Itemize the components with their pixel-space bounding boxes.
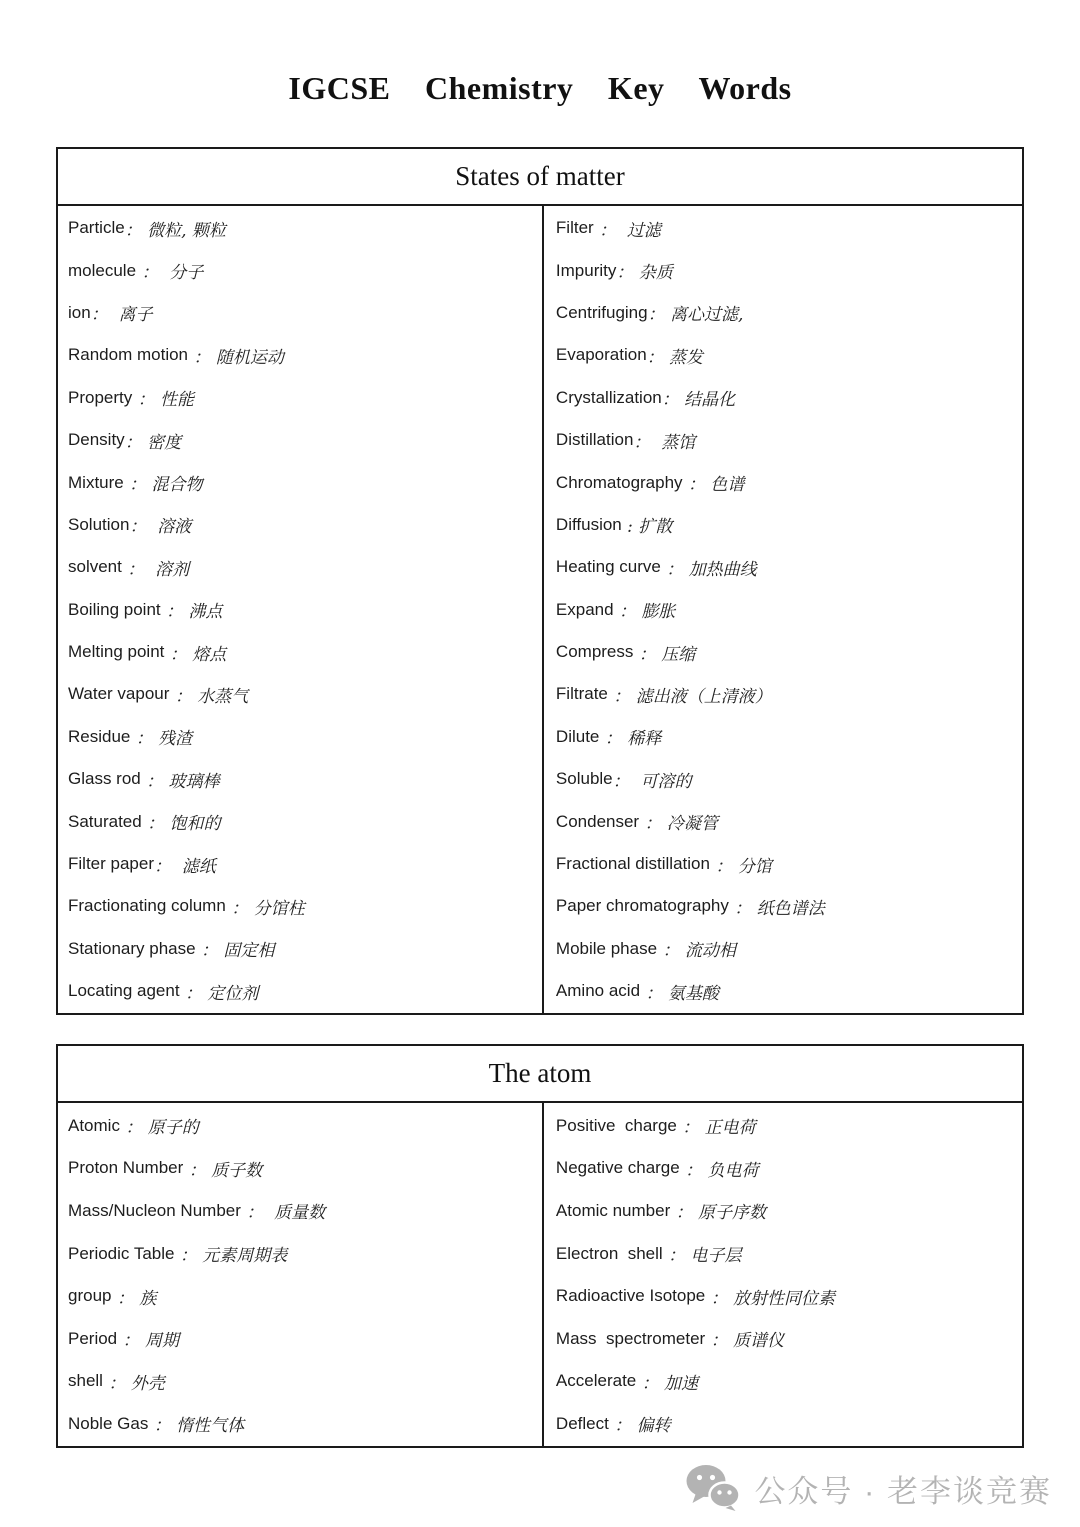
term-english: group	[68, 1286, 112, 1306]
table-column-left	[58, 1103, 542, 1446]
term-english: Saturated	[68, 811, 142, 831]
term-english: Water vapour	[68, 684, 170, 704]
term-english: Filter paper	[68, 854, 154, 874]
term-row	[68, 1275, 538, 1318]
term-english: Diffusion	[555, 514, 622, 534]
term-chinese: ： 离子	[90, 305, 153, 326]
term-row	[68, 758, 538, 800]
term-english: Random motion	[68, 345, 189, 365]
term-english: Expand	[555, 599, 614, 619]
term-chinese: ： 冷凝管	[639, 814, 718, 835]
term-row	[556, 1190, 1018, 1233]
term-row	[556, 461, 1018, 503]
term-row	[556, 928, 1018, 970]
term-chinese: ： 正电荷	[676, 1118, 756, 1139]
term-chinese: ： 混合物	[123, 475, 203, 496]
term-english: Accelerate	[555, 1371, 637, 1391]
term-row	[68, 673, 538, 715]
term-chinese: ： 结晶化	[661, 390, 736, 411]
term-chinese: ： 分馆柱	[225, 898, 305, 919]
term-english: Distillation	[555, 430, 634, 450]
term-row	[556, 292, 1018, 334]
term-chinese: ： 溶液	[129, 517, 192, 538]
term-chinese: ： 元素周期表	[174, 1246, 288, 1266]
term-chinese: ： 色谱	[682, 475, 745, 496]
term-chinese: ： 滤出液（上清液）	[607, 686, 772, 707]
term-row	[556, 1275, 1018, 1318]
term-english: Noble Gas	[68, 1413, 149, 1433]
term-row	[556, 1403, 1018, 1446]
term-english: Mixture	[68, 472, 124, 492]
term-row	[68, 1232, 538, 1275]
watermark	[686, 1464, 1052, 1512]
term-row	[68, 928, 538, 970]
term-row	[556, 1147, 1018, 1190]
term-english: Negative charge	[555, 1158, 680, 1178]
term-chinese: ： 惰性气体	[148, 1416, 245, 1437]
the-atom-table	[56, 1044, 1024, 1448]
term-english: Evaporation	[555, 345, 647, 365]
term-chinese: ： 质量数	[240, 1203, 326, 1224]
term-chinese: ： 氨基酸	[640, 983, 719, 1004]
term-row	[556, 673, 1018, 715]
term-chinese: ： 微粒, 颗粒	[124, 220, 226, 241]
term-row	[556, 1317, 1018, 1360]
term-row	[68, 504, 538, 546]
term-chinese: ： 分馆	[709, 856, 772, 877]
term-chinese: ： 流动相	[657, 941, 736, 962]
term-row	[556, 207, 1018, 249]
term-row	[68, 461, 538, 503]
term-english: shell	[68, 1371, 103, 1391]
term-english: Glass rod	[68, 769, 141, 789]
term-row	[68, 1147, 538, 1190]
term-row	[68, 1190, 538, 1233]
term-english: Proton Number	[68, 1158, 184, 1178]
term-chinese: ： 过滤	[593, 220, 661, 241]
term-chinese: ： 离心过滤,	[647, 305, 744, 326]
term-row	[556, 843, 1018, 885]
term-chinese: ： 族	[111, 1288, 157, 1309]
term-english: solvent	[68, 557, 122, 577]
term-row	[556, 758, 1018, 800]
term-english: Impurity	[555, 260, 617, 280]
term-english: Heating curve	[555, 557, 661, 577]
term-row	[556, 249, 1018, 291]
term-chinese: ： 质子数	[183, 1160, 263, 1181]
term-row	[556, 377, 1018, 419]
term-chinese: ： 随机运动	[188, 347, 284, 368]
term-english: Dilute	[555, 726, 600, 746]
term-english: Crystallization	[555, 387, 662, 407]
term-chinese: ： 压缩	[633, 644, 696, 665]
term-english: Compress	[555, 642, 634, 662]
term-english: Particle	[68, 218, 125, 238]
term-chinese: : 扩散	[621, 517, 673, 538]
term-row	[556, 1232, 1018, 1275]
term-english: Residue	[68, 726, 131, 746]
term-chinese: ： 负电荷	[679, 1160, 759, 1181]
table-title: The atom	[58, 1046, 1022, 1103]
term-english: Fractionating column	[68, 896, 226, 916]
term-chinese: ： 外壳	[102, 1373, 165, 1394]
term-row	[68, 1317, 538, 1360]
term-row	[68, 589, 538, 631]
table-body	[58, 206, 1022, 1013]
term-row	[556, 885, 1018, 927]
term-chinese: ： 放射性同位素	[705, 1288, 836, 1309]
term-english: Electron shell	[555, 1243, 663, 1263]
term-row	[556, 716, 1018, 758]
wechat-icon	[686, 1464, 740, 1512]
term-english: Locating agent	[68, 981, 180, 1001]
term-chinese: ： 蒸馆	[633, 432, 696, 453]
term-row	[556, 546, 1018, 588]
term-english: Chromatography	[555, 472, 683, 492]
term-english: molecule	[68, 260, 137, 280]
term-row	[556, 970, 1018, 1012]
term-row	[68, 631, 538, 673]
term-chinese: ： 偏转	[608, 1416, 671, 1437]
term-english: Centrifuging	[555, 302, 648, 322]
term-english: Filtrate	[555, 684, 608, 704]
term-chinese: ： 滤纸	[153, 856, 216, 877]
term-chinese: ： 加热曲线	[660, 559, 757, 580]
term-chinese: ： 残渣	[130, 729, 193, 750]
term-chinese: ： 沸点	[160, 602, 223, 623]
term-english: Positive charge	[555, 1115, 677, 1135]
term-english: Property	[68, 387, 133, 407]
term-chinese: ： 原子的	[119, 1118, 199, 1139]
term-row	[68, 377, 538, 419]
term-row	[556, 800, 1018, 842]
term-english: Condenser	[555, 811, 640, 831]
term-row	[556, 589, 1018, 631]
term-english: Boiling point	[68, 599, 161, 619]
term-row	[68, 546, 538, 588]
page-title: IGCSE Chemistry Key Words	[288, 70, 792, 106]
term-english: Period	[68, 1328, 118, 1348]
term-chinese: ： 玻璃棒	[140, 771, 220, 792]
term-chinese: ： 质谱仪	[705, 1331, 784, 1352]
term-chinese: ： 加速	[636, 1373, 699, 1394]
table-column-right	[542, 206, 1022, 1013]
term-english: Deflect	[555, 1413, 609, 1433]
term-chinese: ： 熔点	[164, 644, 227, 665]
term-english: ion	[68, 302, 91, 322]
term-row	[68, 1104, 538, 1147]
term-chinese: ： 饱和的	[141, 814, 221, 835]
term-english: Density	[68, 430, 125, 450]
table-body	[58, 1103, 1022, 1446]
term-chinese: ： 性能	[132, 390, 195, 411]
term-row	[68, 292, 538, 334]
term-english: Atomic	[68, 1115, 120, 1135]
term-english: Fractional distillation	[555, 854, 710, 874]
watermark-text: 公众号 · 老李谈竞赛	[754, 1473, 1052, 1509]
term-chinese: ： 杂质	[616, 263, 673, 284]
term-english: Atomic number	[555, 1200, 671, 1220]
term-row	[556, 419, 1018, 461]
term-chinese: ： 原子序数	[670, 1203, 767, 1224]
term-english: Stationary phase	[68, 938, 196, 958]
term-row	[68, 334, 538, 376]
term-row	[556, 504, 1018, 546]
term-row	[68, 207, 538, 249]
term-english: Solution	[68, 514, 130, 534]
term-english: Filter	[555, 218, 594, 238]
term-row	[68, 843, 538, 885]
term-chinese: ： 定位剂	[179, 983, 259, 1004]
term-chinese: ： 膨胀	[613, 602, 676, 623]
term-chinese: ： 分子	[136, 263, 204, 284]
table-column-left	[58, 206, 542, 1013]
term-english: Melting point	[68, 642, 165, 662]
term-english: Paper chromatography	[555, 896, 729, 916]
term-chinese: ： 密度	[124, 432, 182, 453]
term-row	[68, 249, 538, 291]
term-chinese: ： 蒸发	[646, 347, 704, 368]
term-english: Mass spectrometer	[555, 1328, 706, 1348]
term-chinese: ： 纸色谱法	[728, 898, 825, 919]
table-column-right	[542, 1103, 1022, 1446]
term-row	[68, 800, 538, 842]
term-chinese: ： 电子层	[662, 1246, 742, 1266]
term-english: Mobile phase	[555, 938, 658, 958]
term-english: Radioactive Isotope	[555, 1286, 706, 1306]
term-row	[556, 1104, 1018, 1147]
term-row	[68, 970, 538, 1012]
term-chinese: ： 可溶的	[612, 771, 692, 792]
term-row	[556, 631, 1018, 673]
term-row	[556, 334, 1018, 376]
term-english: Mass/Nucleon Number	[68, 1200, 241, 1220]
term-row	[556, 1360, 1018, 1403]
term-chinese: ： 固定相	[195, 941, 275, 962]
term-row	[68, 716, 538, 758]
term-row	[68, 419, 538, 461]
term-english: Amino acid	[555, 981, 641, 1001]
term-row	[68, 1360, 538, 1403]
term-chinese: ： 水蒸气	[169, 686, 249, 707]
term-english: Periodic Table	[68, 1243, 175, 1263]
term-chinese: ： 稀释	[599, 729, 662, 750]
table-title: States of matter	[58, 149, 1022, 206]
term-chinese: ： 周期	[117, 1331, 179, 1352]
term-row	[68, 1403, 538, 1446]
term-row	[68, 885, 538, 927]
states-of-matter-table	[56, 147, 1024, 1015]
term-chinese: ： 溶剂	[121, 559, 190, 580]
term-english: Soluble	[555, 769, 613, 789]
